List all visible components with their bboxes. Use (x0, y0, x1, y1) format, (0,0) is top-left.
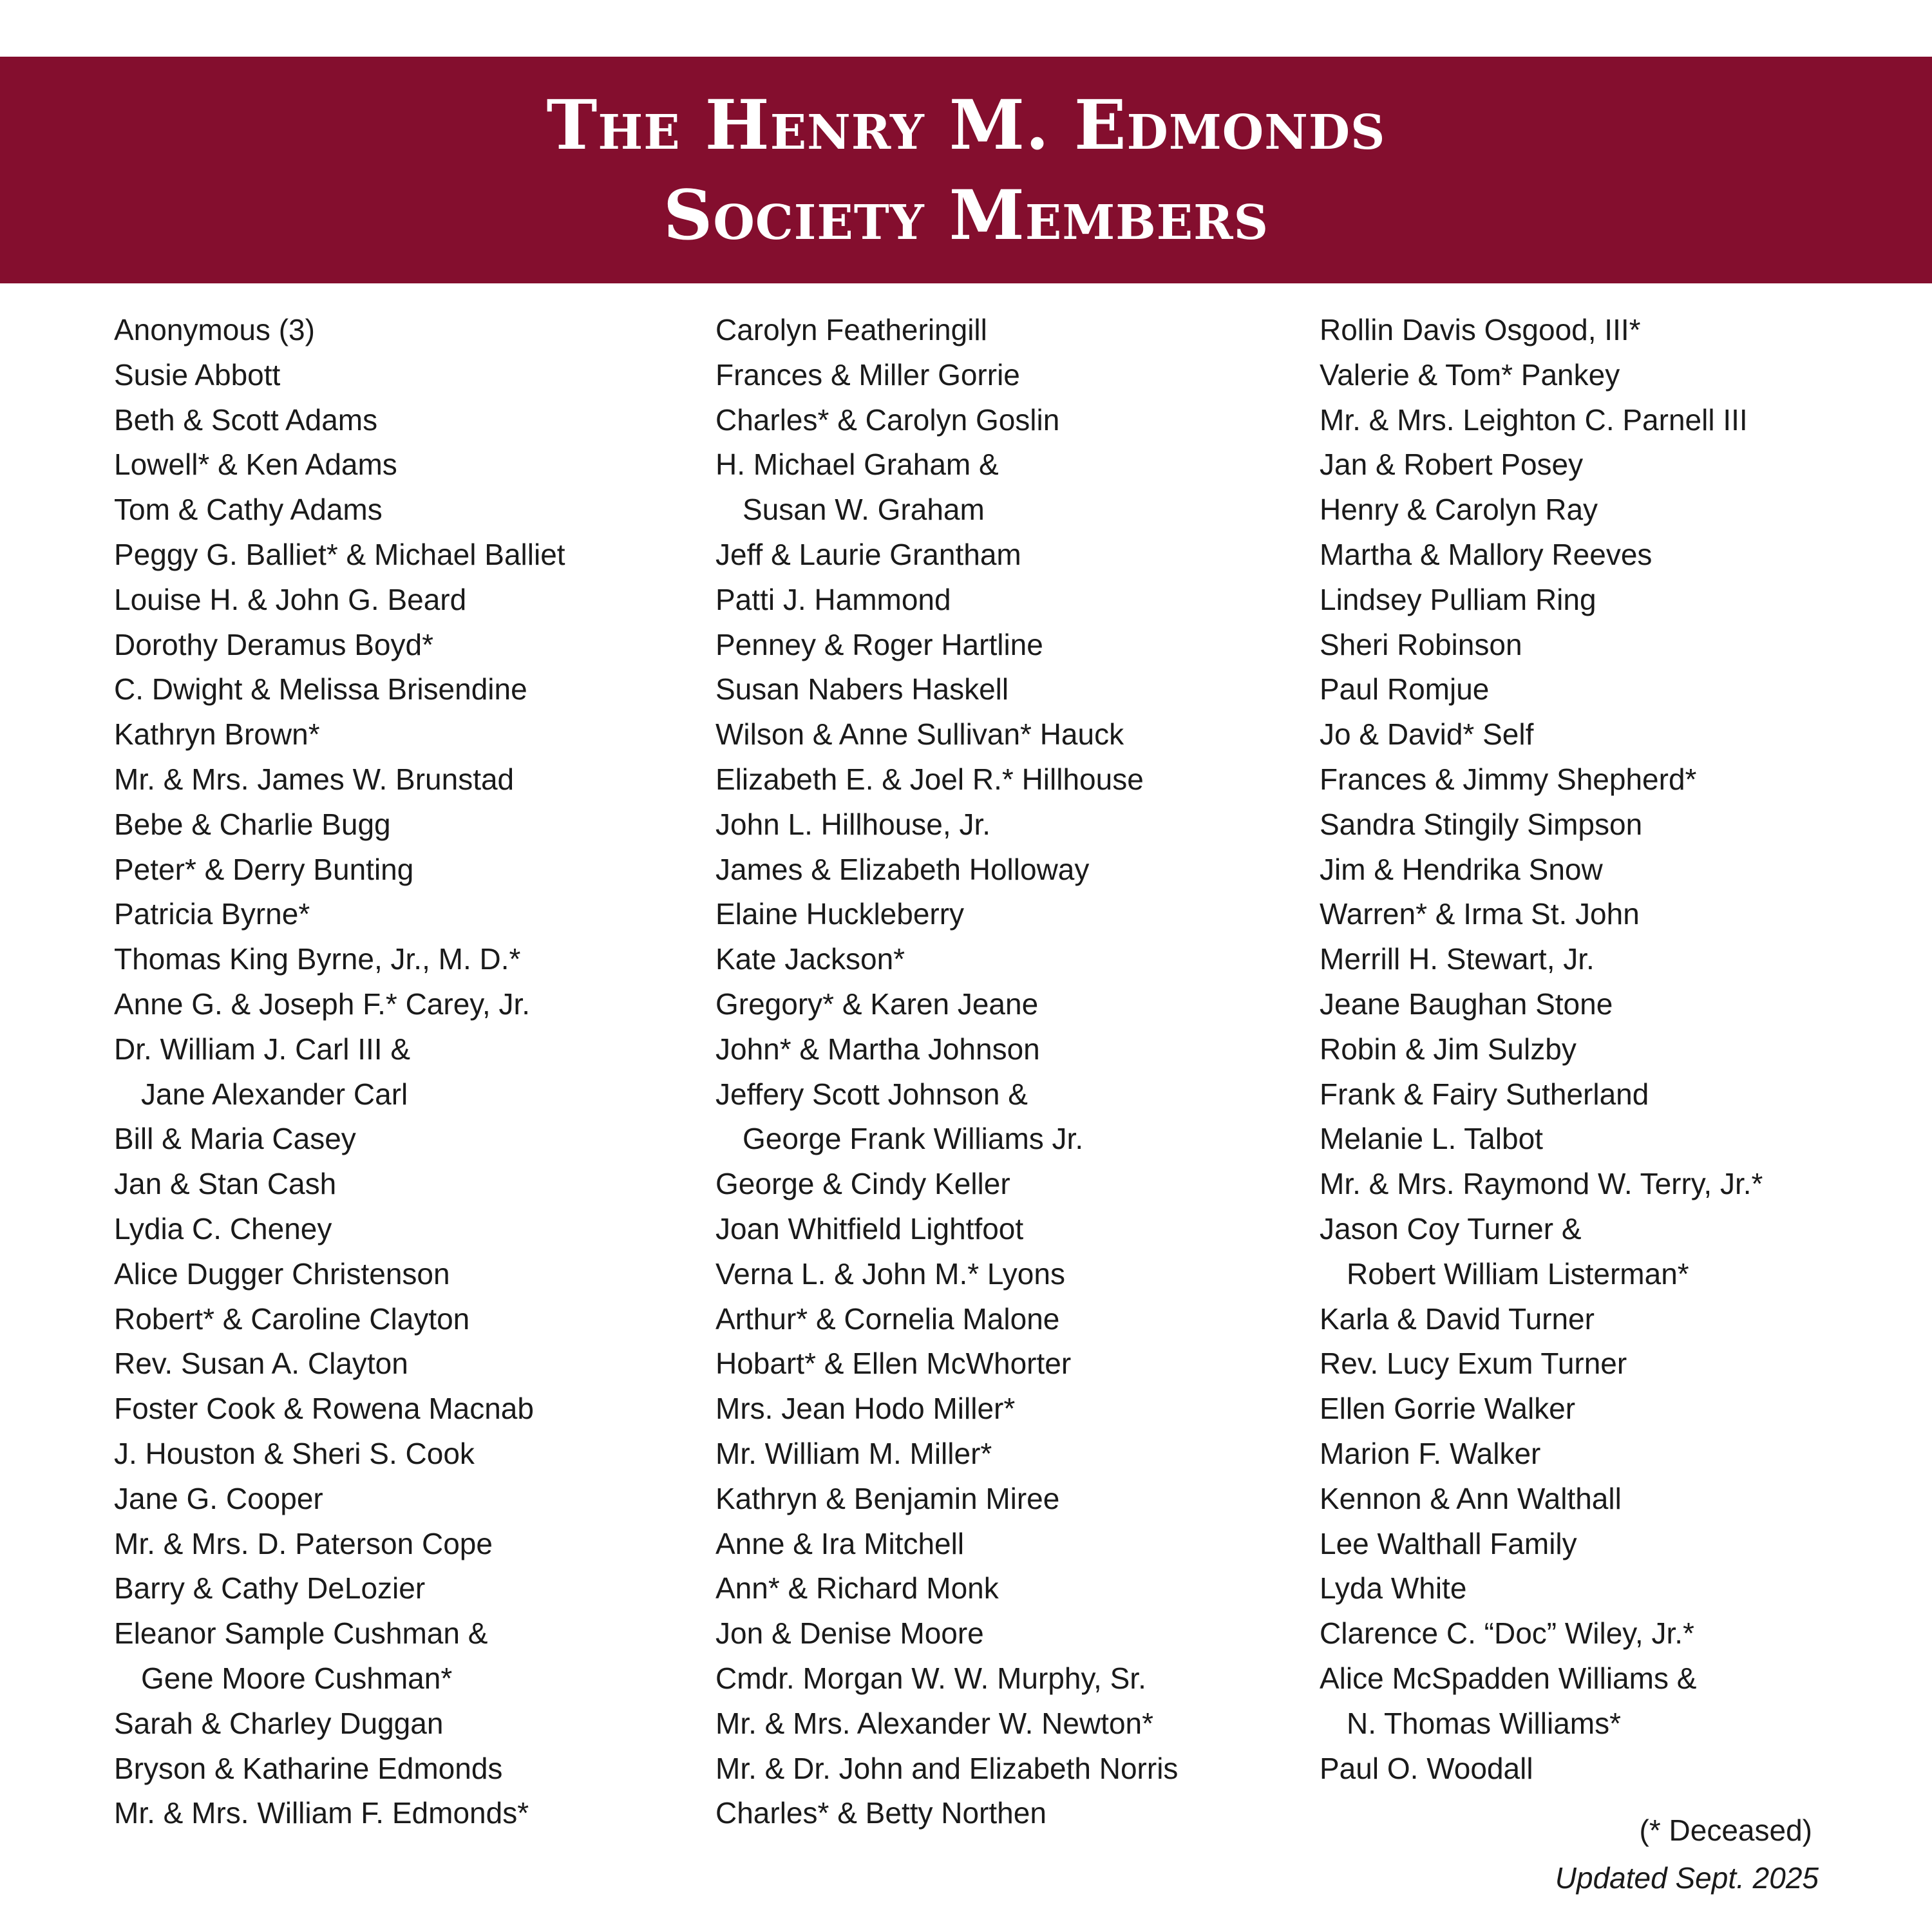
member-name: Hobart* & Ellen McWhorter (715, 1347, 1072, 1381)
updated-date: Updated Sept. 2025 (1555, 1861, 1819, 1895)
member-name: Beth & Scott Adams (114, 402, 378, 437)
member-name: Jason Coy Turner & (1320, 1211, 1582, 1245)
member-name: Alice Dugger Christenson (114, 1256, 450, 1291)
member-name: Bill & Maria Casey (114, 1122, 356, 1156)
member-name: Kathryn & Benjamin Miree (715, 1481, 1060, 1515)
member-name: Dr. William J. Carl III & (114, 1032, 411, 1066)
member-name: Sarah & Charley Duggan (114, 1706, 444, 1740)
member-name: Melanie L. Talbot (1320, 1122, 1543, 1156)
member-name: Penney & Roger Hartline (715, 627, 1043, 661)
member-name: Jeffery Scott Johnson & (715, 1077, 1028, 1111)
member-column-2 (715, 308, 1178, 1836)
member-name: John* & Martha Johnson (715, 1032, 1040, 1066)
member-name: H. Michael Graham & (715, 448, 999, 482)
member-name: Jim & Hendrika Snow (1320, 852, 1603, 886)
member-name: Lindsey Pulliam Ring (1320, 582, 1596, 616)
page-title-line-1: The Henry M. Edmonds (546, 84, 1386, 165)
member-name: Mr. & Mrs. William F. Edmonds* (114, 1796, 529, 1830)
member-name: Lowell* & Ken Adams (114, 448, 397, 482)
member-name-continued: Robert William Listerman* (1347, 1256, 1689, 1291)
member-name: Mrs. Jean Hodo Miller* (715, 1392, 1016, 1426)
member-column-3 (1320, 308, 1763, 1791)
member-name-continued: Gene Moore Cushman* (141, 1661, 453, 1695)
page-title-line-2: Society Members (663, 175, 1269, 255)
member-name: Anonymous (3) (114, 313, 315, 346)
member-name: Lee Walthall Family (1320, 1526, 1577, 1560)
member-name: Anne & Ira Mitchell (715, 1526, 965, 1560)
member-name: Mr. & Mrs. James W. Brunstad (114, 762, 515, 796)
member-name: Rev. Lucy Exum Turner (1320, 1347, 1627, 1381)
member-name: Sheri Robinson (1320, 627, 1522, 661)
member-name: Ann* & Richard Monk (715, 1571, 999, 1605)
member-name: Barry & Cathy DeLozier (114, 1571, 426, 1605)
member-name: Jan & Robert Posey (1320, 448, 1584, 482)
member-name: Cmdr. Morgan W. W. Murphy, Sr. (715, 1661, 1146, 1695)
member-name: Jo & David* Self (1320, 717, 1534, 752)
member-name: James & Elizabeth Holloway (715, 852, 1090, 886)
member-name: Sandra Stingily Simpson (1320, 807, 1643, 841)
member-name: Rev. Susan A. Clayton (114, 1347, 408, 1381)
member-name: Jane G. Cooper (114, 1481, 323, 1515)
member-name: George & Cindy Keller (715, 1167, 1010, 1201)
member-name: Kennon & Ann Walthall (1320, 1481, 1622, 1515)
member-name: C. Dwight & Melissa Brisendine (114, 672, 527, 706)
member-name: Mr. & Dr. John and Elizabeth Norris (715, 1751, 1179, 1785)
member-name: Robin & Jim Sulzby (1320, 1032, 1577, 1066)
member-name: Mr. & Mrs. D. Paterson Cope (114, 1526, 493, 1560)
member-name: Charles* & Carolyn Goslin (715, 402, 1060, 437)
member-name: Jon & Denise Moore (715, 1616, 984, 1651)
member-name: Kathryn Brown* (114, 717, 320, 752)
member-name: Dorothy Deramus Boyd* (114, 627, 433, 661)
deceased-footnote: (* Deceased) (1639, 1814, 1812, 1847)
member-name: Anne G. & Joseph F.* Carey, Jr. (114, 987, 530, 1021)
title-banner (0, 57, 1932, 283)
member-name: Karla & David Turner (1320, 1302, 1595, 1336)
member-name: Charles* & Betty Northen (715, 1796, 1046, 1830)
member-name: Gregory* & Karen Jeane (715, 987, 1039, 1021)
member-name: John L. Hillhouse, Jr. (715, 807, 991, 841)
member-name: Carolyn Featheringill (715, 313, 987, 346)
member-name: Peggy G. Balliet* & Michael Balliet (114, 537, 565, 571)
member-name: Mr. William M. Miller* (715, 1436, 992, 1470)
member-name: Louise H. & John G. Beard (114, 582, 467, 616)
member-name-continued: Jane Alexander Carl (141, 1077, 408, 1111)
member-name: Joan Whitfield Lightfoot (715, 1211, 1024, 1245)
member-name: Susan Nabers Haskell (715, 672, 1009, 706)
member-name-continued: N. Thomas Williams* (1347, 1706, 1621, 1740)
member-name: Lydia C. Cheney (114, 1211, 332, 1245)
member-name: Patricia Byrne* (114, 897, 310, 931)
member-name: Patti J. Hammond (715, 582, 951, 616)
member-column-1 (114, 308, 565, 1836)
member-name: Mr. & Mrs. Alexander W. Newton* (715, 1706, 1154, 1740)
member-name: Elaine Huckleberry (715, 897, 965, 931)
member-name: Jan & Stan Cash (114, 1167, 337, 1201)
member-name: Mr. & Mrs. Leighton C. Parnell III (1320, 402, 1748, 437)
member-name: Susie Abbott (114, 357, 281, 392)
member-name: Alice McSpadden Williams & (1320, 1661, 1697, 1695)
member-name: Frank & Fairy Sutherland (1320, 1077, 1649, 1111)
member-name: Elizabeth E. & Joel R.* Hillhouse (715, 762, 1144, 796)
member-name: Frances & Miller Gorrie (715, 357, 1020, 392)
member-name-continued: George Frank Williams Jr. (743, 1122, 1084, 1156)
member-name: Arthur* & Cornelia Malone (715, 1302, 1060, 1336)
member-name: Robert* & Caroline Clayton (114, 1302, 470, 1336)
member-name: Merrill H. Stewart, Jr. (1320, 942, 1595, 976)
member-name: Frances & Jimmy Shepherd* (1320, 762, 1697, 796)
member-name: Thomas King Byrne, Jr., M. D.* (114, 942, 521, 976)
member-name: Foster Cook & Rowena Macnab (114, 1392, 534, 1426)
member-name: Peter* & Derry Bunting (114, 852, 414, 886)
member-name: Henry & Carolyn Ray (1320, 493, 1598, 527)
member-name: Mr. & Mrs. Raymond W. Terry, Jr.* (1320, 1167, 1763, 1201)
member-name: Jeane Baughan Stone (1320, 987, 1613, 1021)
member-name: Bryson & Katharine Edmonds (114, 1751, 503, 1785)
member-name: Clarence C. “Doc” Wiley, Jr.* (1320, 1616, 1694, 1651)
member-name: Wilson & Anne Sullivan* Hauck (715, 717, 1124, 752)
member-name: Paul Romjue (1320, 672, 1490, 706)
member-name: Bebe & Charlie Bugg (114, 807, 391, 841)
member-name: Ellen Gorrie Walker (1320, 1392, 1576, 1426)
member-name: Warren* & Irma St. John (1320, 897, 1640, 931)
member-name: Paul O. Woodall (1320, 1751, 1533, 1785)
member-name: Tom & Cathy Adams (114, 493, 383, 527)
member-name-continued: Susan W. Graham (743, 493, 985, 527)
member-name: Jeff & Laurie Grantham (715, 537, 1021, 571)
member-name: Lyda White (1320, 1571, 1467, 1605)
member-name: Valerie & Tom* Pankey (1320, 357, 1620, 392)
member-name: J. Houston & Sheri S. Cook (114, 1436, 475, 1470)
member-name: Kate Jackson* (715, 942, 905, 976)
member-name: Martha & Mallory Reeves (1320, 537, 1653, 571)
member-name: Marion F. Walker (1320, 1436, 1541, 1470)
member-name: Eleanor Sample Cushman & (114, 1616, 488, 1651)
member-name: Rollin Davis Osgood, III* (1320, 313, 1641, 346)
member-name: Verna L. & John M.* Lyons (715, 1256, 1065, 1291)
